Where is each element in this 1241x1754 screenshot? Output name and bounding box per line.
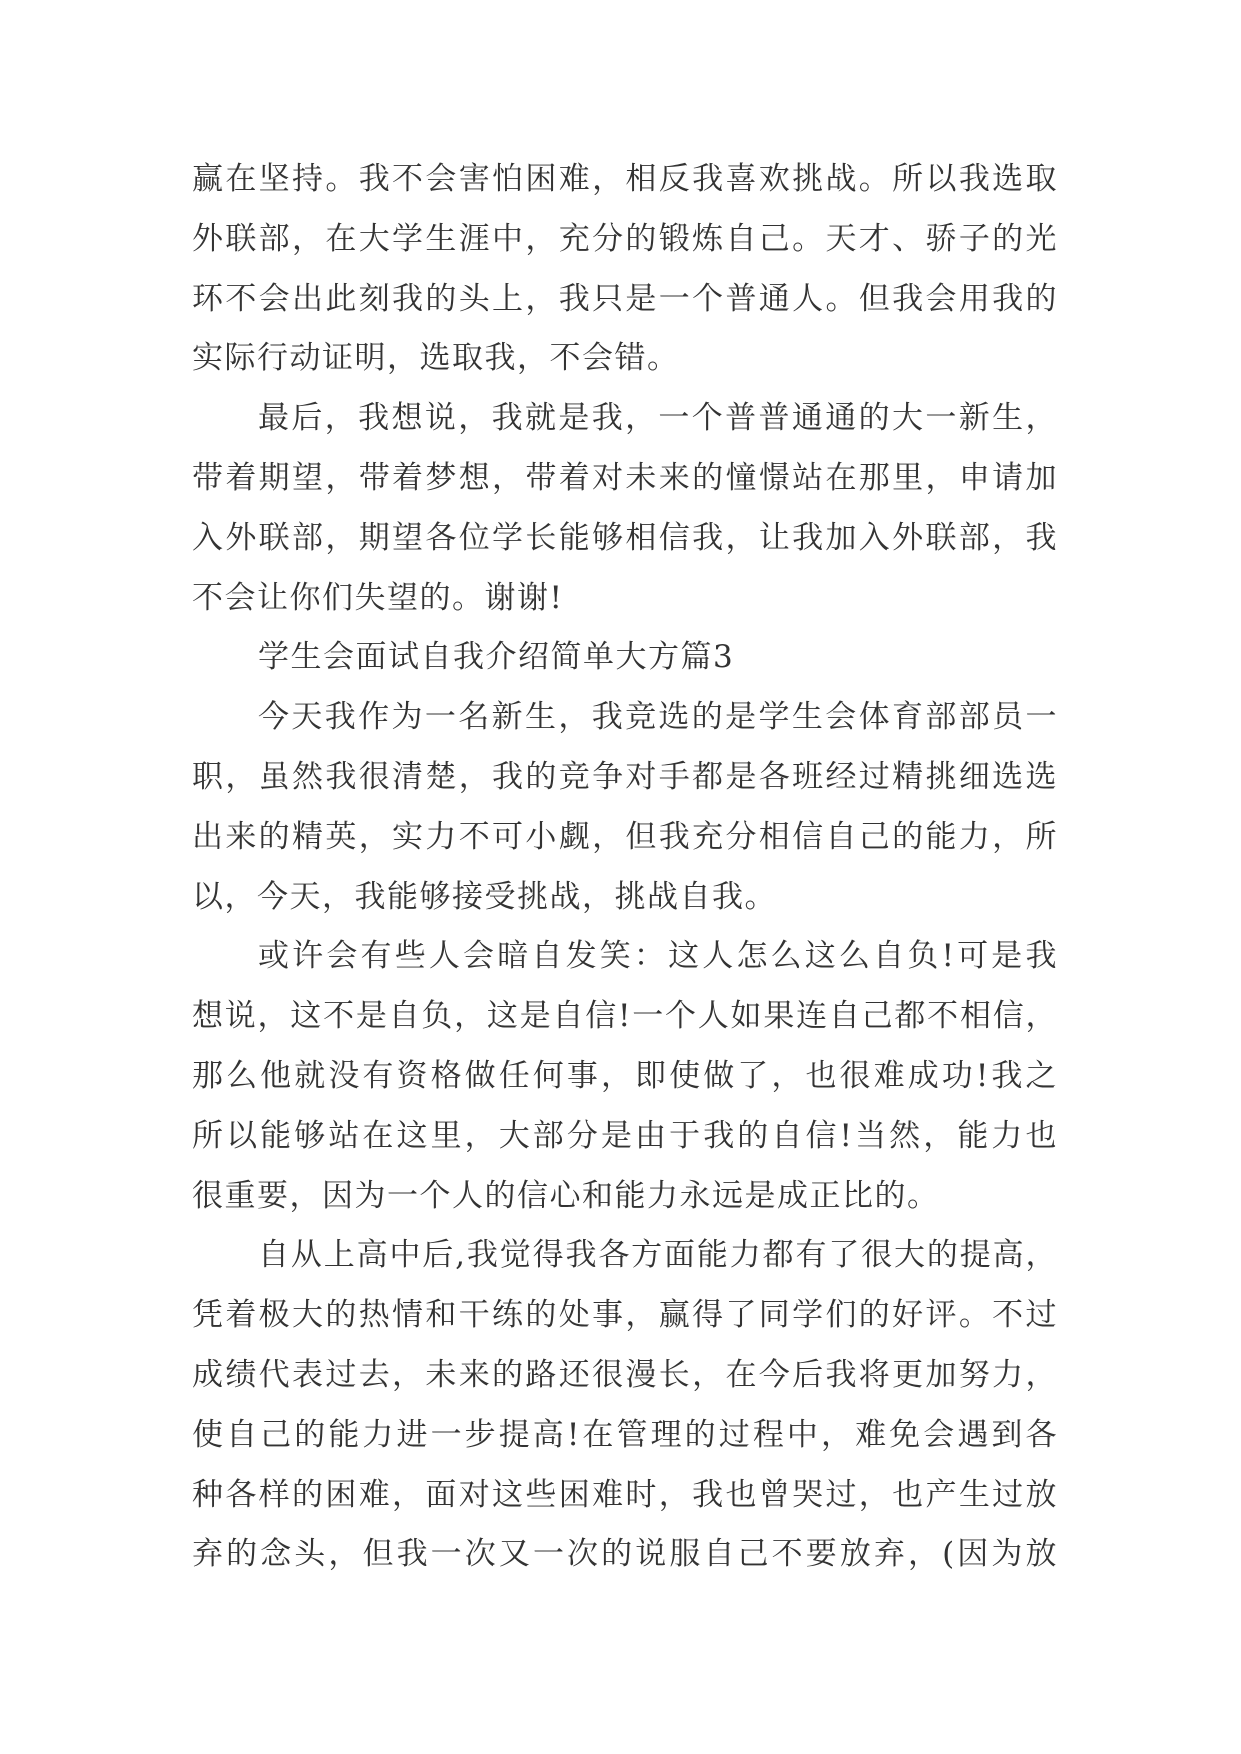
text-line: 出来的精英，实力不可小觑，但我充分相信自己的能力，所: [192, 818, 1058, 855]
paragraph-start-line: 或许会有些人会暗自发笑：这人怎么这么自负!可是我: [258, 938, 1058, 975]
text-line: 外联部，在大学生涯中，充分的锻炼自己。天才、骄子的光: [192, 220, 1058, 257]
text-line: 实际行动证明，选取我，不会错。: [192, 340, 680, 377]
text-line: 成绩代表过去，未来的路还很漫长，在今后我将更加努力，: [192, 1356, 1058, 1393]
paragraph-start-line: 自从上高中后,我觉得我各方面能力都有了很大的提高，: [258, 1237, 1058, 1274]
text-line: 使自己的能力进一步提高!在管理的过程中，难免会遇到各: [192, 1416, 1058, 1453]
paragraph-start-line: 最后，我想说，我就是我，一个普普通通的大一新生，: [258, 400, 1058, 437]
text-line: 凭着极大的热情和干练的处事，赢得了同学们的好评。不过: [192, 1297, 1058, 1334]
text-line: 以，今天，我能够接受挑战，挑战自我。: [192, 878, 777, 915]
text-line: 不会让你们失望的。谢谢!: [192, 579, 564, 616]
text-line: 环不会出此刻我的头上，我只是一个普通人。但我会用我的: [192, 280, 1058, 317]
text-line: 很重要，因为一个人的信心和能力永远是成正比的。: [192, 1177, 940, 1214]
text-line: 那么他就没有资格做任何事，即使做了，也很难成功!我之: [192, 1057, 1058, 1094]
text-line: 职，虽然我很清楚，我的竞争对手都是各班经过精挑细选选: [192, 758, 1058, 795]
text-line: 想说，这不是自负，这是自信!一个人如果连自己都不相信，: [192, 998, 1058, 1035]
section-heading: 学生会面试自我介绍简单大方篇3: [258, 639, 735, 676]
text-line: 所以能够站在这里，大部分是由于我的自信!当然，能力也: [192, 1117, 1058, 1154]
text-line: 弃的念头，但我一次又一次的说服自己不要放弃，(因为放: [192, 1536, 1058, 1573]
document-body: [192, 150, 1058, 1585]
text-line: 赢在坚持。我不会害怕困难，相反我喜欢挑战。所以我选取: [192, 161, 1058, 197]
text-line: 入外联部，期望各位学长能够相信我，让我加入外联部，我: [192, 519, 1058, 556]
text-line: 种各样的困难，面对这些困难时，我也曾哭过，也产生过放: [192, 1476, 1058, 1513]
paragraph-start-line: 今天我作为一名新生，我竞选的是学生会体育部部员一: [258, 699, 1058, 736]
text-line: 带着期望，带着梦想，带着对未来的憧憬站在那里，申请加: [192, 459, 1058, 496]
